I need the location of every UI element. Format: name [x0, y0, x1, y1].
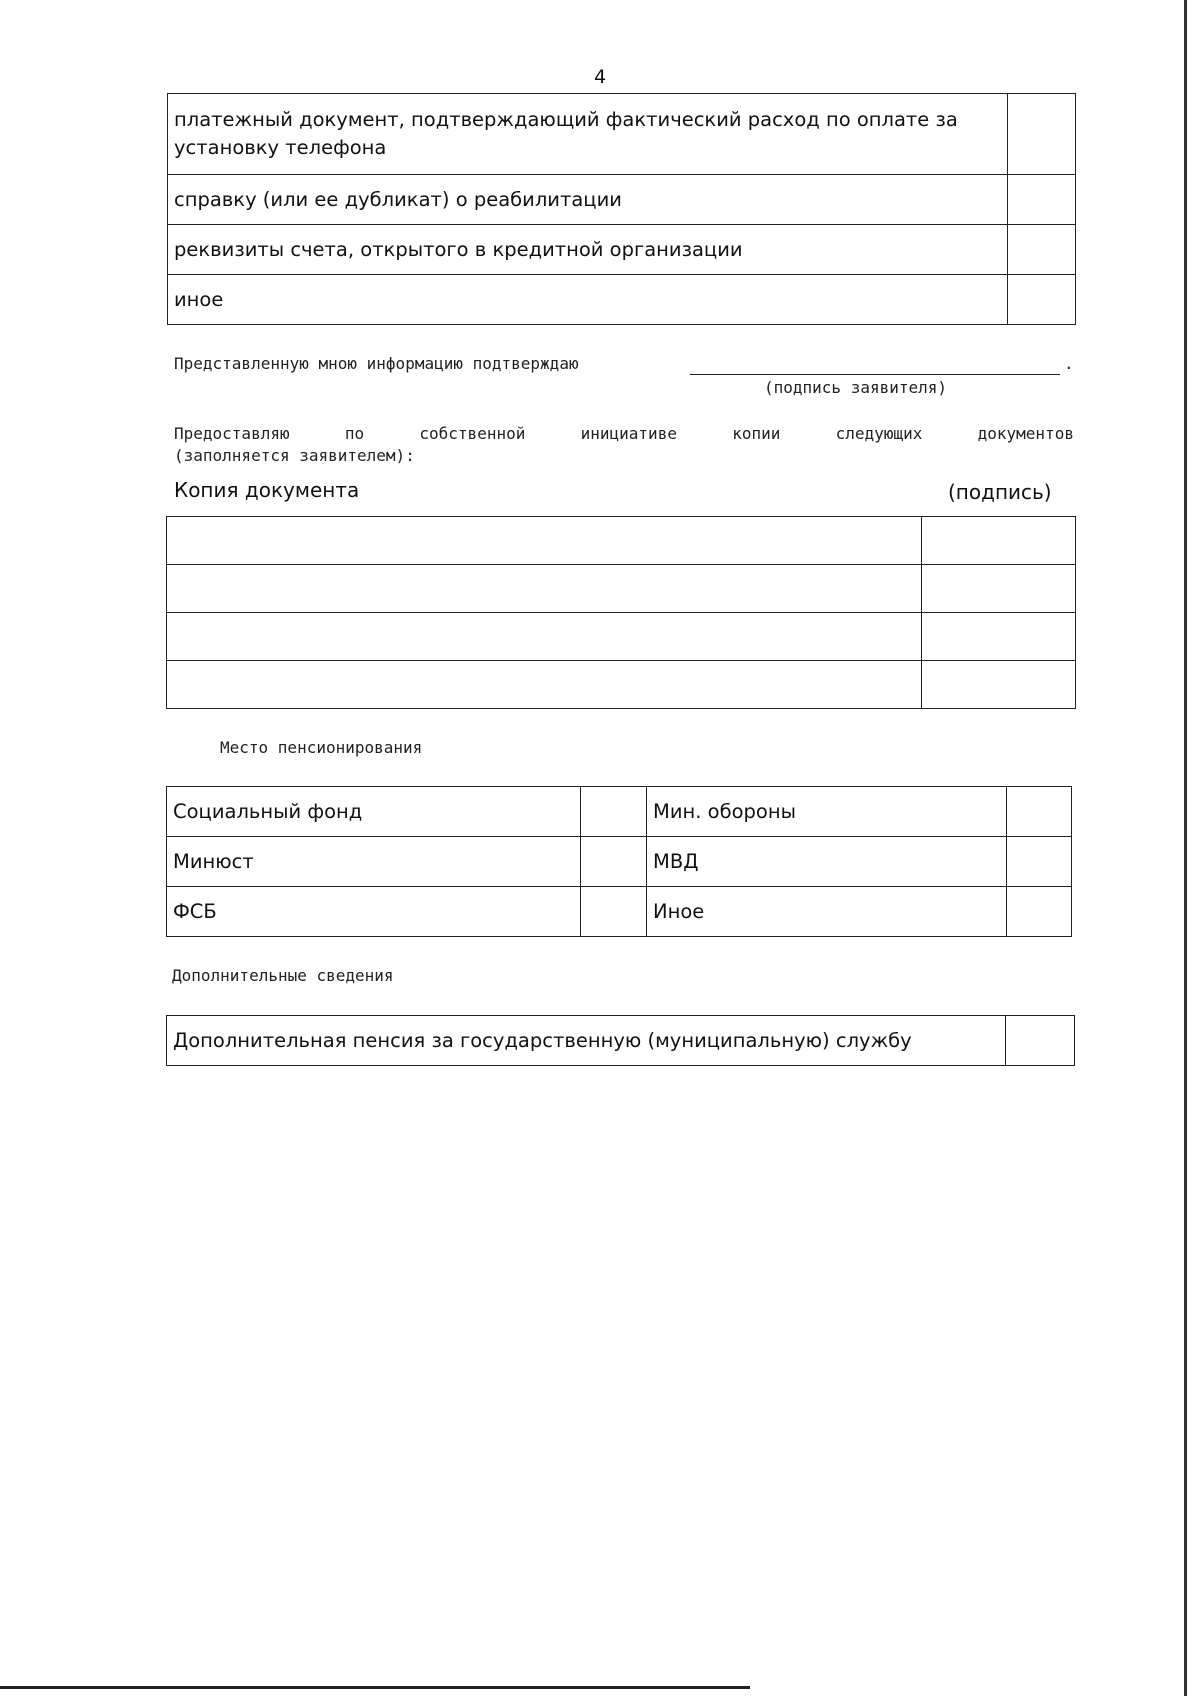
copy-document-cell[interactable] [167, 661, 922, 709]
document-option-label: платежный документ, подтверждающий фактический расход по оплате за установку телефона [168, 94, 1008, 175]
pension-option-checkbox[interactable] [1007, 837, 1072, 887]
applicant-signature-field[interactable] [690, 352, 1060, 375]
document-option-label: иное [168, 275, 1008, 325]
copies-intro-word: Предоставляю [174, 424, 290, 443]
pension-option-label: ФСБ [167, 887, 581, 937]
additional-info-table [166, 1015, 1075, 1066]
copy-signature-cell[interactable] [922, 517, 1076, 565]
copies-intro [174, 424, 1074, 443]
pension-option-label: Социальный фонд [167, 787, 581, 837]
document-option-checkbox[interactable] [1008, 225, 1076, 275]
pension-option-label: МВД [647, 837, 1007, 887]
pension-place-label: Место пенсионирования [220, 738, 423, 757]
copies-intro-word: инициативе [580, 424, 677, 443]
page-number: 4 [593, 66, 607, 88]
copies-intro-word: собственной [419, 424, 526, 443]
scan-edge-artifact [1184, 0, 1187, 1696]
copies-intro-word: следующих [835, 424, 923, 443]
pension-option-checkbox[interactable] [1007, 787, 1072, 837]
pension-option-checkbox[interactable] [581, 787, 647, 837]
pension-option-label: Минюст [167, 837, 581, 887]
copy-signature-cell[interactable] [922, 661, 1076, 709]
pension-option-checkbox[interactable] [1007, 887, 1072, 937]
document-option-label: справку (или ее дубликат) о реабилитации [168, 175, 1008, 225]
pension-option-checkbox[interactable] [581, 837, 647, 887]
copies-table [166, 516, 1076, 709]
signature-caption: (подпись заявителя) [764, 378, 948, 397]
additional-info-label: Дополнительные сведения [172, 966, 394, 985]
documents-list-table [167, 93, 1076, 325]
copies-intro-word: копии [732, 424, 781, 443]
copy-document-header: Копия документа [174, 478, 360, 502]
copy-document-cell[interactable] [167, 565, 922, 613]
confirmation-text: Представленную мною информацию подтверждаю [174, 354, 579, 373]
copies-intro-word: по [344, 424, 365, 443]
document-option-checkbox[interactable] [1008, 94, 1076, 175]
pension-option-checkbox[interactable] [581, 887, 647, 937]
confirmation-end-mark: . [1064, 354, 1074, 373]
pension-option-label: Иное [647, 887, 1007, 937]
copies-intro-word: документов [977, 424, 1074, 443]
copies-intro-note: (заполняется заявителем): [174, 446, 415, 465]
copy-signature-header: (подпись) [948, 480, 1052, 504]
copy-signature-cell[interactable] [922, 613, 1076, 661]
scan-edge-artifact [0, 1686, 750, 1689]
copy-signature-cell[interactable] [922, 565, 1076, 613]
pension-option-label: Мин. обороны [647, 787, 1007, 837]
document-option-checkbox[interactable] [1008, 275, 1076, 325]
additional-option-label: Дополнительная пенсия за государственную (муниципальную) службу [167, 1016, 1006, 1066]
copy-document-cell[interactable] [167, 613, 922, 661]
document-option-label: реквизиты счета, открытого в кредитной организации [168, 225, 1008, 275]
copy-document-cell[interactable] [167, 517, 922, 565]
document-option-checkbox[interactable] [1008, 175, 1076, 225]
additional-option-checkbox[interactable] [1006, 1016, 1075, 1066]
pension-place-table [166, 786, 1072, 937]
